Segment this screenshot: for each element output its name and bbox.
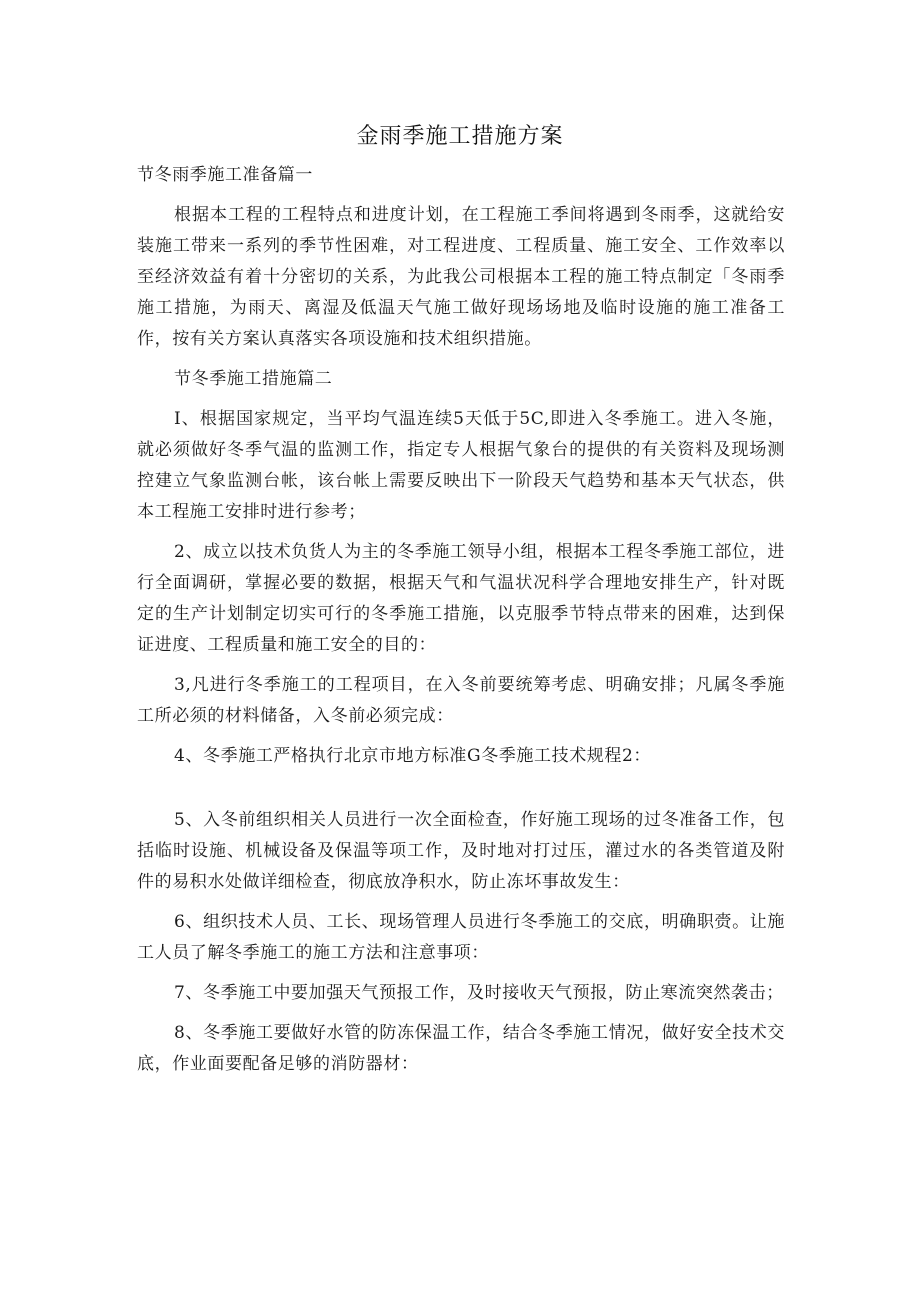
section-heading-2: 节冬季施工措施篇二 (174, 369, 333, 389)
section-heading-1: 节冬雨季施工准备篇一 (137, 165, 313, 185)
paragraph-item-5: 5、入冬前组织相关人员进行一次全面检查，作好施工现场的过冬准备工作，包括临时设施、机械设备及保温等项工作，及时地对打过压，灌过水的各类管道及附件的易积水处做详细检查，彻底放净积水，防止冻坏事故发生： (137, 810, 785, 892)
paragraph-item-1: I、根据国家规定，当平均气温连续5天低于5C,即进入冬季施工。进入冬施，就必须做好冬季气温的监测工作，指定专人根据气象台的提供的有关资料及现场测控建立气象监测台帐，该台帐上需要反映出下一阶段天气趋势和基本天气状态，供本工程施工安排时进行参考； (137, 409, 785, 522)
paragraph-item-8: 8、冬季施工要做好水管的防冻保温工作，结合冬季施工情况，做好安全技术交底，作业面要配备足够的消防器材： (137, 1023, 785, 1074)
paragraph-intro: 根据本工程的工程特点和进度计划，在工程施工季间将遇到冬雨季，这就给安装施工带来一系列的季节性困难，对工程进度、工程质量、施工安全、工作效率以至经济效益有着十分密切的关系，为此我公司根据本工程的施工特点制定「冬雨季施工措施，为雨天、离湿及低温天气施工做好现场场地及临时设施的施工准备工作，按有关方案认真落实各项设施和技术组织措施。 (137, 205, 785, 349)
paragraph-item-4: 4、冬季施工严格执行北京市地方标准G冬季施工技术规程2： (174, 746, 652, 766)
paragraph-item-7: 7、冬季施工中要加强天气预报工作，及时接收天气预报，防止寒流突然袭击； (174, 983, 784, 1003)
paragraph-item-6: 6、组织技术人员、工长、现场管理人员进行冬季施工的交底，明确职赍。让施工人员了解冬季施工的施工方法和注意事项： (137, 912, 785, 963)
document-title: 金雨季施工措施方案 (356, 124, 564, 149)
paragraph-item-3: 3,凡进行冬季施工的工程项目，在入冬前要统筹考虑、明确安排；凡属冬季施工所必须的材料储备，入冬前必须完成： (137, 675, 785, 726)
document-body (137, 160, 785, 1089)
paragraph-item-2: 2、成立以技术负货人为主的冬季施工领导小组，根据本工程冬季施工部位，进行全面调研，掌握必要的数据，根据天气和气温状况科学合理地安排生产，针对既定的生产计划制定切实可行的冬季施工措施，以克服季节特点带来的困难，达到保证进度、工程质量和施工安全的目的： (137, 542, 785, 655)
